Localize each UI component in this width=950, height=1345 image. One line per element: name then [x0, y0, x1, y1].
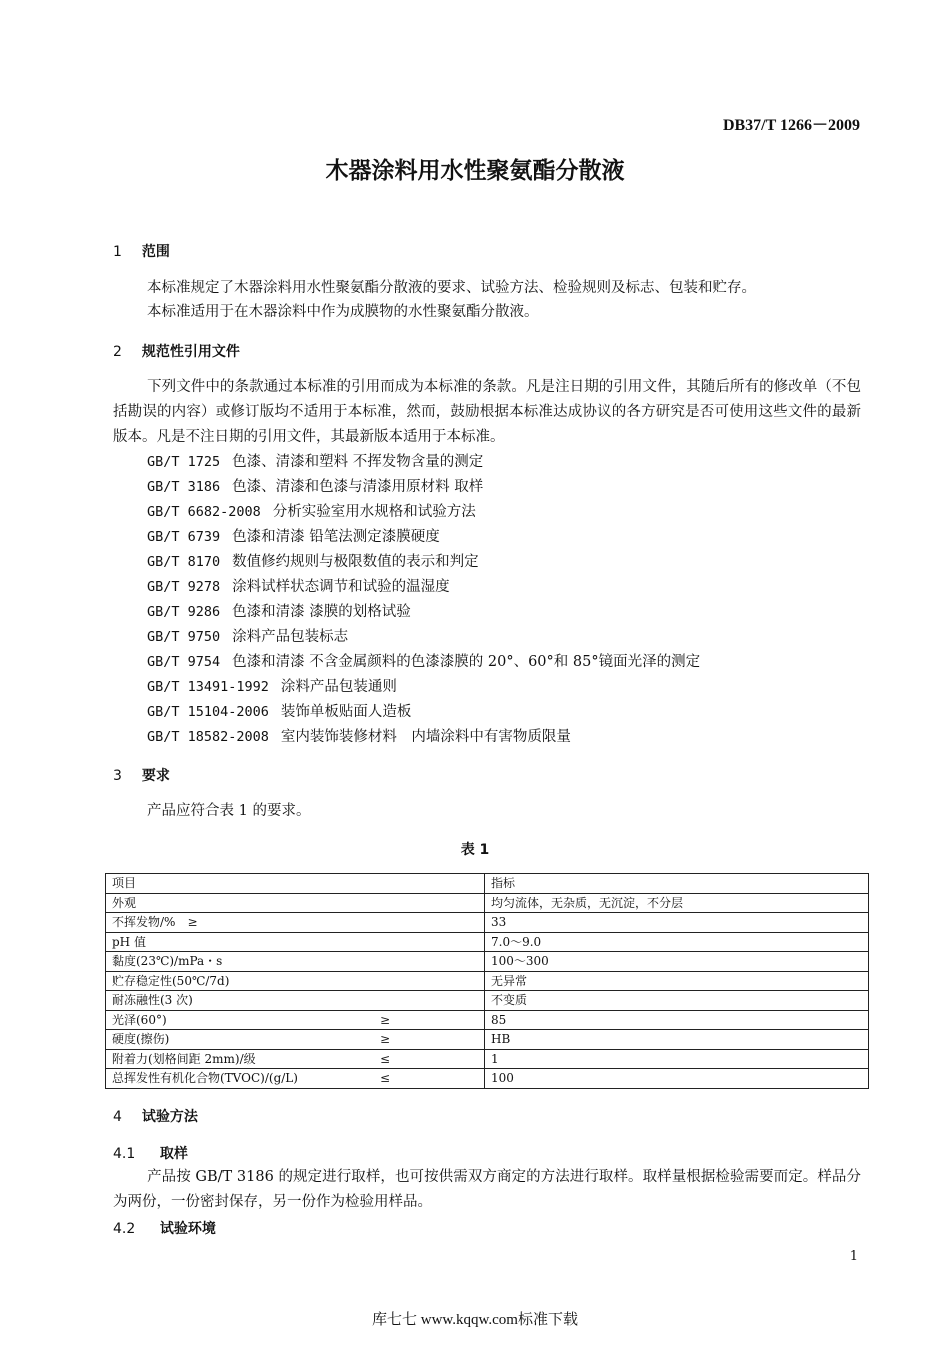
value-cell: 7.0～9.0 [485, 932, 869, 952]
scope-paragraph-2: 本标准适用于在木器涂料中作为成膜物的水性聚氨酯分散液。 [147, 304, 539, 320]
section-title: 范围 [141, 244, 170, 260]
item-label: pH 值 [112, 934, 146, 949]
item-cell [106, 1030, 485, 1050]
item-label: 附着力(划格间距 2mm)/级 [112, 1051, 256, 1066]
reference-title: 色漆和清漆 不含金属颜料的色漆漆膜的 20°、60°和 85°镜面光泽的测定 [232, 654, 701, 670]
item-cell [106, 913, 485, 933]
value-cell: 无异常 [485, 971, 869, 991]
value-cell: 1 [485, 1049, 869, 1069]
reference-title: 涂料产品包装标志 [232, 629, 349, 645]
reference-code: GB/T 18582-2008 [147, 729, 269, 745]
table-row [106, 893, 869, 913]
reference-title: 涂料产品包装通则 [280, 679, 397, 695]
sampling-paragraph [113, 1165, 861, 1215]
reference-title: 室内装饰装修材料 内墙涂料中有害物质限量 [280, 729, 571, 745]
item-symbol: ≤ [379, 1051, 390, 1066]
reference-title: 装饰单板贴面人造板 [280, 704, 412, 720]
references-intro [113, 375, 861, 450]
reference-title: 涂料试样状态调节和试验的温湿度 [232, 579, 450, 595]
footer-watermark-text: 库七七 www.kqqw.com标准下载 [372, 1312, 578, 1328]
section-4-2-heading [113, 1218, 216, 1238]
requirements-paragraph: 产品应符合表 1 的要求。 [147, 803, 311, 819]
table-row [106, 1069, 869, 1089]
section-title: 规范性引用文件 [141, 344, 240, 360]
value-cell: 33 [485, 913, 869, 933]
reference-item [147, 700, 700, 725]
table-caption: 表 1 [460, 842, 490, 858]
reference-item [147, 550, 700, 575]
reference-code: GB/T 9750 [147, 629, 221, 645]
requirements-table [105, 873, 869, 1089]
table-row [106, 1010, 869, 1030]
reference-item [147, 650, 700, 675]
reference-code: GB/T 13491-1992 [147, 679, 269, 695]
reference-code: GB/T 3186 [147, 479, 221, 495]
item-cell [106, 893, 485, 913]
table-row [106, 952, 869, 972]
item-label: 硬度(擦伤) [112, 1032, 170, 1047]
section-title: 要求 [141, 768, 170, 784]
table-header-row [106, 874, 869, 894]
table-row [106, 1030, 869, 1050]
section-number: 4 [113, 1109, 122, 1125]
item-cell [106, 932, 485, 952]
item-cell [106, 1049, 485, 1069]
table-row [106, 1049, 869, 1069]
reference-title: 分析实验室用水规格和试验方法 [272, 504, 476, 520]
reference-code: GB/T 9754 [147, 654, 221, 670]
table-row [106, 971, 869, 991]
section-title: 取样 [159, 1146, 188, 1162]
document-number: DB37/T 1266－2009 [722, 117, 860, 134]
reference-item [147, 450, 700, 475]
reference-code: GB/T 9278 [147, 579, 221, 595]
value-cell: 85 [485, 1010, 869, 1030]
item-cell [106, 1069, 485, 1089]
value-cell: 均匀流体，无杂质，无沉淀，不分层 [485, 893, 869, 913]
section-title: 试验环境 [159, 1221, 216, 1237]
item-cell [106, 1010, 485, 1030]
reference-code: GB/T 8170 [147, 554, 221, 570]
item-symbol: ≤ [379, 1071, 390, 1086]
value-cell: 不变质 [485, 991, 869, 1011]
header-cell-index: 指标 [485, 874, 869, 894]
section-4-heading [113, 1106, 198, 1126]
header-cell-item: 项目 [106, 874, 485, 894]
section-3-heading [113, 765, 170, 785]
value-cell: HB [485, 1030, 869, 1050]
page-title: 木器涂料用水性聚氨酯分散液 [325, 158, 625, 184]
section-number: 4.2 [113, 1221, 136, 1237]
reference-code: GB/T 6739 [147, 529, 221, 545]
section-1-heading [113, 241, 170, 261]
item-label: 总挥发性有机化合物(TVOC)/(g/L) [112, 1071, 298, 1086]
reference-item [147, 500, 700, 525]
item-symbol: ≥ [379, 1012, 390, 1027]
reference-item [147, 475, 700, 500]
references-intro-text: 下列文件中的条款通过本标准的引用而成为本标准的条款。凡是注日期的引用文件，其随后所有的修改单（不包括勘误的内容）或修订版均不适用于本标准，然而，鼓励根据本标准达成协议的各方研究是否可使用这些文件的最新版本。凡是不注日期的引用文件，其最新版本适用于本标准。 [113, 379, 861, 445]
item-label: 黏度(23℃)/mPa・s [112, 954, 223, 969]
reference-code: GB/T 9286 [147, 604, 221, 620]
value-cell: 100 [485, 1069, 869, 1089]
reference-title: 色漆和清漆 漆膜的划格试验 [232, 604, 411, 620]
reference-title: 色漆、清漆和塑料 不挥发物含量的测定 [232, 454, 484, 470]
value-cell: 100～300 [485, 952, 869, 972]
reference-title: 色漆、清漆和色漆与清漆用原材料 取样 [232, 479, 484, 495]
reference-list [147, 450, 700, 750]
table-row [106, 913, 869, 933]
reference-title: 色漆和清漆 铅笔法测定漆膜硬度 [232, 529, 440, 545]
item-label: 不挥发物/% ≥ [112, 915, 198, 930]
section-number: 4.1 [113, 1146, 136, 1162]
item-symbol: ≥ [379, 1032, 390, 1047]
item-label: 贮存稳定性(50℃/7d) [112, 973, 230, 988]
reference-code: GB/T 1725 [147, 454, 221, 470]
section-number: 1 [113, 244, 122, 260]
item-label: 光泽(60°) [112, 1012, 167, 1027]
reference-item [147, 675, 700, 700]
item-cell [106, 971, 485, 991]
section-2-heading [113, 341, 240, 361]
sampling-paragraph-text: 产品按 GB/T 3186 的规定进行取样，也可按供需双方商定的方法进行取样。取样量根据检验需要而定。样品分为两份，一份密封保存，另一份作为检验用样品。 [113, 1169, 861, 1210]
section-number: 3 [113, 768, 122, 784]
reference-item [147, 625, 700, 650]
reference-item [147, 525, 700, 550]
reference-item [147, 575, 700, 600]
section-4-1-heading [113, 1143, 188, 1163]
reference-code: GB/T 6682-2008 [147, 504, 261, 520]
section-title: 试验方法 [141, 1109, 198, 1125]
scope-paragraph-1: 本标准规定了木器涂料用水性聚氨酯分散液的要求、试验方法、检验规则及标志、包装和贮存。 [147, 280, 756, 296]
table-row [106, 991, 869, 1011]
reference-item [147, 600, 700, 625]
page-number: 1 [849, 1249, 858, 1264]
section-number: 2 [113, 344, 122, 360]
item-cell [106, 991, 485, 1011]
table-row [106, 932, 869, 952]
item-label: 耐冻融性(3 次) [112, 993, 193, 1008]
reference-item [147, 725, 700, 750]
reference-code: GB/T 15104-2006 [147, 704, 269, 720]
item-label: 外观 [112, 895, 137, 910]
reference-title: 数值修约规则与极限数值的表示和判定 [232, 554, 479, 570]
item-cell [106, 952, 485, 972]
